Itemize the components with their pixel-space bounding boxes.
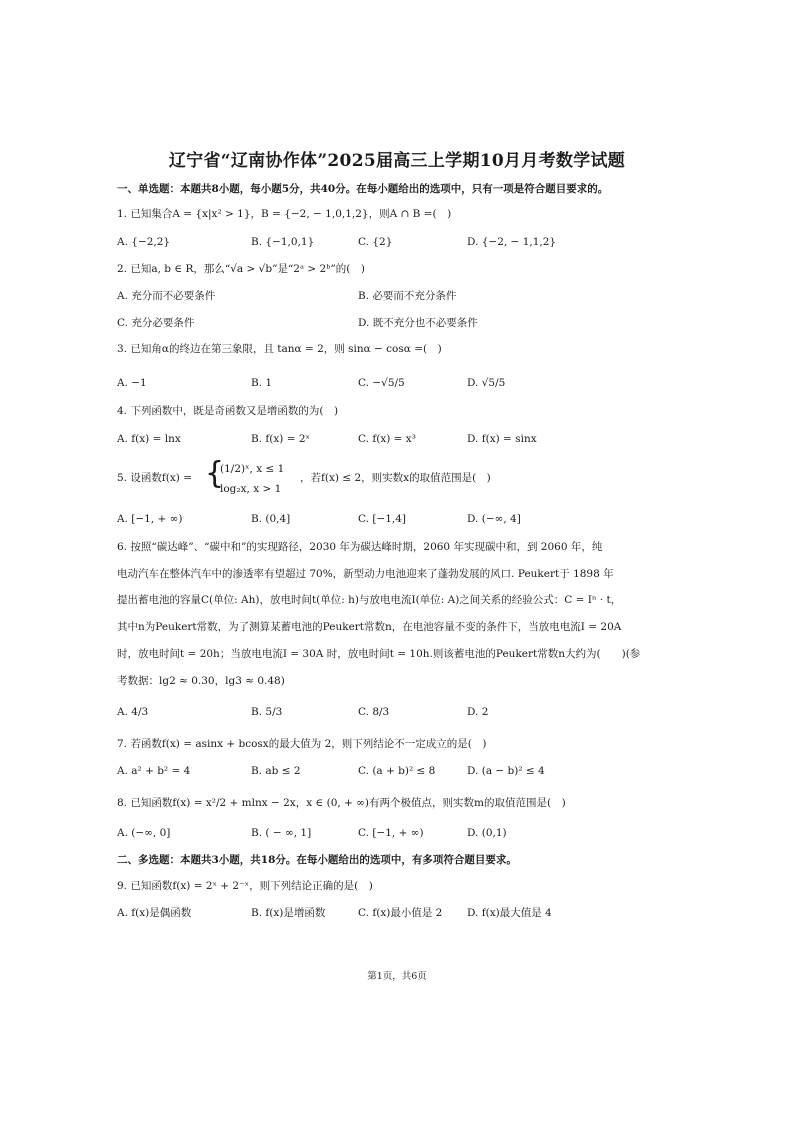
question-8-option-d: D. (0,1) — [467, 827, 507, 839]
question-1-option-a: A. {−2,2} — [117, 236, 171, 248]
question-6-line-5: 时，放电时间t = 20h；当放电电流I = 30A 时，放电时间t = 10h.则该蓄电池的Peukert常数n大约为( )(参 — [117, 648, 641, 660]
question-3-option-b: B. 1 — [251, 377, 273, 389]
question-7-option-c: C. (a + b)² ≤ 8 — [358, 765, 436, 777]
question-4-stem: 4. 下列函数中，既是奇函数又是增函数的为( ) — [117, 405, 339, 417]
question-9-stem: 9. 已知函数f(x) = 2ˣ + 2⁻ˣ，则下列结论正确的是( ) — [117, 880, 373, 892]
question-2-option-a: A. 充分而不必要条件 — [117, 290, 216, 302]
section-heading-multiple-choice: 二、多选题：本题共3小题，共18分。在每小题给出的选项中，有多项符合题目要求。 — [117, 854, 517, 866]
question-4-option-a: A. f(x) = lnx — [117, 433, 181, 445]
question-4-option-d: D. f(x) = sinx — [467, 433, 537, 445]
question-8-option-a: A. (−∞, 0] — [117, 827, 171, 839]
question-5-stem-start: 5. 设函数f(x) = — [117, 472, 192, 484]
question-2-option-d: D. 既不充分也不必要条件 — [358, 317, 478, 329]
question-5-option-b: B. (0,4] — [251, 513, 291, 525]
question-3-stem: 3. 已知角α的终边在第三象限，且 tanα = 2，则 sinα − cosα =( ) — [117, 343, 442, 355]
question-3-option-c: C. −√5/5 — [358, 377, 405, 389]
question-5-option-d: D. (−∞, 4] — [467, 513, 521, 525]
page-footer: 第1页，共6页 — [367, 971, 427, 982]
question-6-line-2: 电动汽车在整体汽车中的渗透率有望超过 70%，新型动力电池迎来了蓬勃发展的风口. Peukert于 1898 年 — [117, 568, 614, 580]
question-5-option-a: A. [−1, + ∞) — [117, 513, 183, 525]
question-8-option-c: C. [−1, + ∞) — [358, 827, 424, 839]
question-5-piece-1: (1/2)ˣ, x ≤ 1 — [220, 463, 285, 475]
question-9-option-d: D. f(x)最大值是 4 — [467, 907, 552, 919]
section-heading-single-choice: 一、单选题：本题共8小题，每小题5分，共40分。在每小题给出的选项中，只有一项是符合题目要求的。 — [117, 183, 609, 195]
question-2-stem: 2. 已知a, b ∈ R，那么“√a > √b”是“2ᵃ > 2ᵇ”的( ) — [117, 263, 365, 275]
question-8-option-b: B. ( − ∞, 1] — [251, 827, 312, 839]
question-4-option-b: B. f(x) = 2ˣ — [251, 433, 310, 445]
question-1-option-c: C. {2} — [358, 236, 393, 248]
question-2-option-b: B. 必要而不充分条件 — [358, 290, 457, 302]
question-7-option-b: B. ab ≤ 2 — [251, 765, 301, 777]
question-6-option-d: D. 2 — [467, 706, 489, 718]
question-7-stem: 7. 若函数f(x) = asinx + bcosx的最大值为 2，则下列结论不一定成立的是( ) — [117, 738, 487, 750]
question-7-option-d: D. (a − b)² ≤ 4 — [467, 765, 545, 777]
page-title: 辽宁省“辽南协作体”2025届高三上学期10月月考数学试题 — [168, 151, 626, 171]
question-2-option-c: C. 充分必要条件 — [117, 317, 195, 329]
question-6-line-6: 考数据：lg2 ≈ 0.30，lg3 ≈ 0.48) — [117, 675, 285, 687]
question-1-option-d: D. {−2, − 1,1,2} — [467, 236, 557, 248]
question-6-line-3: 提出蓄电池的容量C(单位: Ah)，放电时间t(单位: h)与放电电流I(单位: A)之间关系的经验公式：C = Iⁿ · t， — [117, 594, 622, 606]
question-1-stem: 1. 已知集合A = {x|x² > 1}，B = {−2, − 1,0,1,2}，则A ∩ B =( ) — [117, 208, 452, 220]
piecewise-brace: { — [205, 456, 225, 491]
question-3-option-a: A. −1 — [117, 377, 147, 389]
question-5-option-c: C. [−1,4] — [358, 513, 407, 525]
question-6-option-b: B. 5/3 — [251, 706, 283, 718]
question-6-line-4: 其中n为Peukert常数，为了测算某蓄电池的Peukert常数n，在电池容量不变的条件下，当放电电流I = 20A — [117, 621, 622, 633]
question-6-line-1: 6. 按照“碳达峰”、“碳中和”的实现路径，2030 年为碳达峰时期，2060 年实现碳中和，到 2060 年，纯 — [117, 541, 603, 553]
question-9-option-c: C. f(x)最小值是 2 — [358, 907, 443, 919]
question-8-stem: 8. 已知函数f(x) = x²/2 + mlnx − 2x，x ∈ (0, + ∞)有两个极值点，则实数m的取值范围是( ) — [117, 797, 566, 809]
question-6-option-a: A. 4/3 — [117, 706, 149, 718]
question-1-option-b: B. {−1,0,1} — [251, 236, 315, 248]
question-9-option-b: B. f(x)是增函数 — [251, 907, 326, 919]
question-3-option-d: D. √5/5 — [467, 377, 506, 389]
question-5-piece-2: log₂x, x > 1 — [220, 483, 282, 495]
question-6-option-c: C. 8/3 — [358, 706, 390, 718]
question-9-option-a: A. f(x)是偶函数 — [117, 907, 192, 919]
question-5-stem-end: ，若f(x) ≤ 2，则实数x的取值范围是( ) — [300, 472, 491, 484]
question-7-option-a: A. a² + b² = 4 — [117, 765, 191, 777]
question-4-option-c: C. f(x) = x³ — [358, 433, 416, 445]
